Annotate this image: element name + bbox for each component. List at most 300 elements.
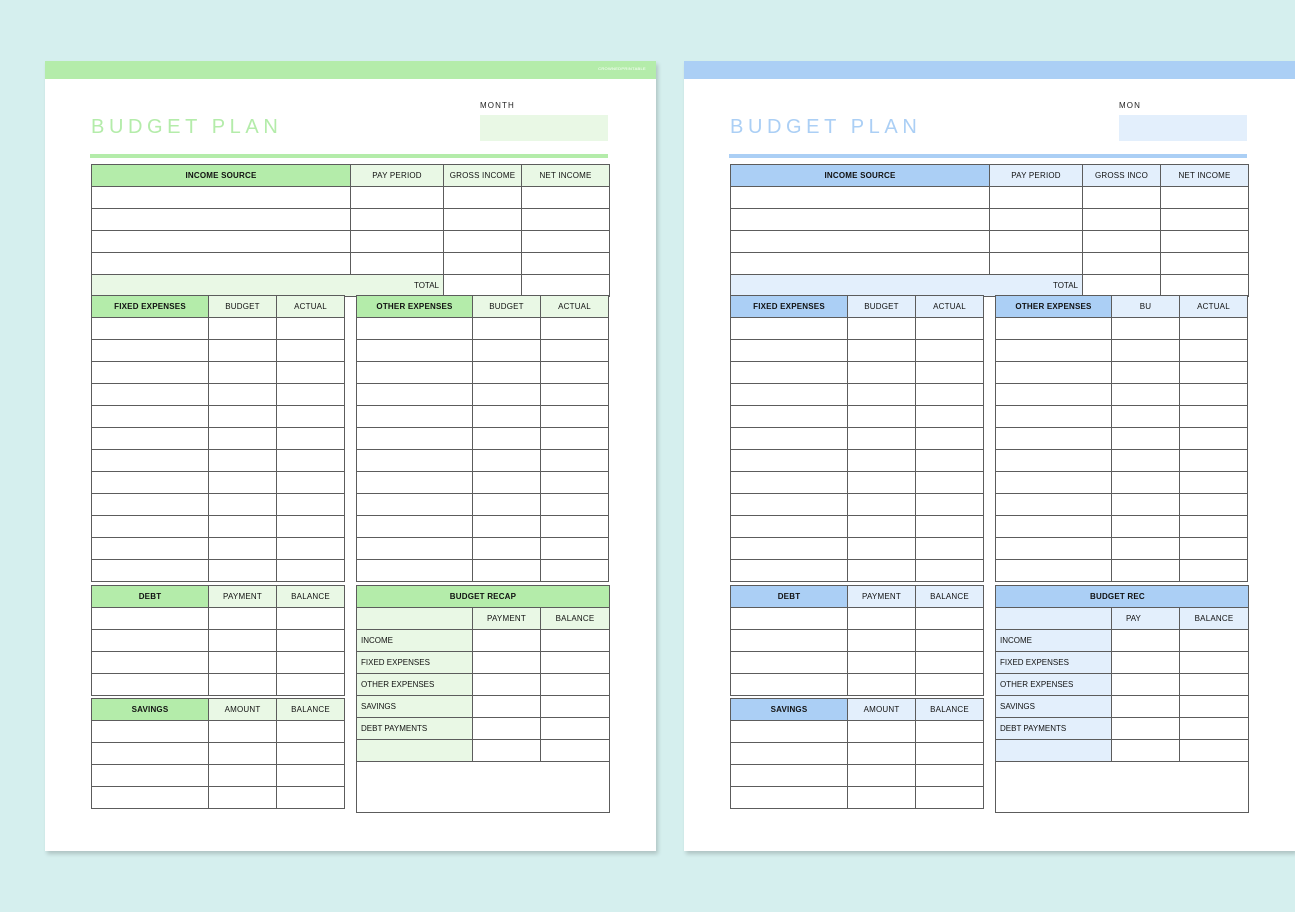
fixed-cell[interactable] (916, 516, 984, 538)
fixed-cell[interactable] (731, 450, 848, 472)
fixed-cell[interactable] (92, 340, 209, 362)
fixed-cell[interactable] (277, 516, 345, 538)
savings-cell[interactable] (209, 787, 277, 809)
recap-cell[interactable] (473, 652, 541, 674)
other-expense-row (357, 516, 609, 538)
income-cell[interactable] (444, 253, 522, 275)
savings-cell[interactable] (731, 743, 848, 765)
fixed-cell[interactable] (916, 428, 984, 450)
income-cell[interactable] (990, 209, 1083, 231)
debt-cell[interactable] (731, 608, 848, 630)
other-cell[interactable] (541, 362, 609, 384)
other-cell[interactable] (1112, 406, 1180, 428)
fixed-cell[interactable] (731, 340, 848, 362)
fixed-cell[interactable] (209, 516, 277, 538)
net-income-header: NET INCOME (1161, 165, 1249, 187)
other-cell[interactable] (541, 450, 609, 472)
month-field[interactable] (1119, 115, 1247, 141)
fixed-cell[interactable] (731, 472, 848, 494)
fixed-cell[interactable] (209, 560, 277, 582)
income-cell[interactable] (351, 253, 444, 275)
other-cell[interactable] (541, 384, 609, 406)
other-cell[interactable] (996, 494, 1112, 516)
brand-watermark: CROWNEDPRINTABLE (598, 66, 646, 71)
other-cell[interactable] (473, 384, 541, 406)
fixed-cell[interactable] (916, 450, 984, 472)
savings-cell[interactable] (277, 787, 345, 809)
income-cell[interactable] (731, 231, 990, 253)
recap-cell[interactable] (1112, 740, 1180, 762)
fixed-cell[interactable] (92, 384, 209, 406)
savings-cell[interactable] (92, 765, 209, 787)
recap-row (357, 696, 610, 718)
other-cell[interactable] (996, 450, 1112, 472)
debt-cell[interactable] (848, 652, 916, 674)
income-cell[interactable] (1161, 187, 1249, 209)
savings-cell[interactable] (92, 721, 209, 743)
other-cell[interactable] (473, 406, 541, 428)
fixed-expense-row (92, 340, 345, 362)
fixed-cell[interactable] (92, 494, 209, 516)
other-cell[interactable] (1112, 494, 1180, 516)
income-cell[interactable] (444, 209, 522, 231)
fixed-cell[interactable] (916, 560, 984, 582)
gross-total-cell[interactable] (444, 275, 522, 297)
other-cell[interactable] (1112, 362, 1180, 384)
savings-table (730, 698, 984, 809)
fixed-cell[interactable] (848, 318, 916, 340)
other-cell[interactable] (541, 406, 609, 428)
other-cell[interactable] (996, 340, 1112, 362)
savings-cell[interactable] (848, 721, 916, 743)
recap-row (357, 630, 610, 652)
other-cell[interactable] (541, 340, 609, 362)
other-cell[interactable] (357, 428, 473, 450)
other-cell[interactable] (473, 516, 541, 538)
recap-notes-area[interactable] (357, 762, 610, 813)
income-cell[interactable] (522, 253, 610, 275)
fixed-cell[interactable] (92, 560, 209, 582)
recap-cell[interactable] (473, 696, 541, 718)
fixed-cell[interactable] (277, 472, 345, 494)
fixed-cell[interactable] (731, 384, 848, 406)
fixed-cell[interactable] (209, 318, 277, 340)
recap-cell[interactable] (1112, 696, 1180, 718)
recap-cell[interactable] (1180, 630, 1249, 652)
other-cell[interactable] (357, 560, 473, 582)
recap-cell[interactable] (1112, 652, 1180, 674)
other-expense-row (996, 538, 1248, 560)
income-header-row (731, 165, 1249, 187)
other-cell[interactable] (473, 428, 541, 450)
fixed-cell[interactable] (731, 428, 848, 450)
other-cell[interactable] (1180, 538, 1248, 560)
other-cell[interactable] (357, 384, 473, 406)
other-expense-row (996, 362, 1248, 384)
other-expense-row (996, 516, 1248, 538)
recap-row-label: INCOME (996, 630, 1112, 652)
other-expense-row (357, 428, 609, 450)
fixed-cell[interactable] (277, 450, 345, 472)
fixed-cell[interactable] (848, 428, 916, 450)
fixed-cell[interactable] (848, 362, 916, 384)
other-cell[interactable] (1112, 516, 1180, 538)
fixed-cell[interactable] (916, 318, 984, 340)
savings-row (731, 765, 984, 787)
fixed-cell[interactable] (731, 494, 848, 516)
other-cell[interactable] (473, 472, 541, 494)
other-cell[interactable] (1112, 318, 1180, 340)
other-cell[interactable] (1112, 538, 1180, 560)
other-cell[interactable] (1180, 472, 1248, 494)
other-cell[interactable] (996, 472, 1112, 494)
savings-row (92, 721, 345, 743)
recap-cell[interactable] (1180, 674, 1249, 696)
recap-cell[interactable] (1180, 652, 1249, 674)
fixed-cell[interactable] (916, 494, 984, 516)
income-cell[interactable] (731, 253, 990, 275)
fixed-actual-header: ACTUAL (916, 296, 984, 318)
income-cell[interactable] (351, 209, 444, 231)
fixed-cell[interactable] (731, 560, 848, 582)
recap-cell[interactable] (1180, 696, 1249, 718)
other-cell[interactable] (473, 362, 541, 384)
debt-cell[interactable] (92, 652, 209, 674)
debt-cell[interactable] (848, 630, 916, 652)
debt-cell[interactable] (277, 630, 345, 652)
gross-total-cell[interactable] (1083, 275, 1161, 297)
fixed-expenses-table (730, 295, 984, 582)
fixed-expense-row (731, 406, 984, 428)
recap-cell[interactable] (473, 718, 541, 740)
other-cell[interactable] (541, 472, 609, 494)
fixed-cell[interactable] (731, 318, 848, 340)
other-cell[interactable] (473, 538, 541, 560)
recap-row-label: INCOME (357, 630, 473, 652)
other-expense-row (357, 362, 609, 384)
savings-row (92, 787, 345, 809)
other-cell[interactable] (1112, 472, 1180, 494)
savings-cell[interactable] (731, 787, 848, 809)
other-cell[interactable] (357, 538, 473, 560)
income-cell[interactable] (1161, 253, 1249, 275)
fixed-cell[interactable] (848, 450, 916, 472)
fixed-cell[interactable] (848, 516, 916, 538)
fixed-cell[interactable] (209, 428, 277, 450)
fixed-cell[interactable] (848, 560, 916, 582)
income-cell[interactable] (92, 187, 351, 209)
income-cell[interactable] (990, 187, 1083, 209)
debt-cell[interactable] (92, 674, 209, 696)
recap-cell[interactable] (1112, 674, 1180, 696)
other-cell[interactable] (1180, 494, 1248, 516)
income-cell[interactable] (990, 231, 1083, 253)
fixed-cell[interactable] (916, 340, 984, 362)
savings-cell[interactable] (209, 743, 277, 765)
income-cell[interactable] (731, 187, 990, 209)
fixed-expense-row (92, 494, 345, 516)
savings-cell[interactable] (916, 743, 984, 765)
other-cell[interactable] (541, 560, 609, 582)
income-cell[interactable] (444, 231, 522, 253)
income-cell[interactable] (522, 187, 610, 209)
savings-cell[interactable] (916, 721, 984, 743)
fixed-cell[interactable] (277, 538, 345, 560)
income-cell[interactable] (351, 187, 444, 209)
recap-cell[interactable] (1180, 718, 1249, 740)
recap-cell[interactable] (473, 674, 541, 696)
savings-cell[interactable] (916, 787, 984, 809)
debt-cell[interactable] (731, 630, 848, 652)
other-cell[interactable] (996, 538, 1112, 560)
savings-cell[interactable] (848, 787, 916, 809)
recap-payment-header: PAY (1112, 608, 1180, 630)
recap-cell[interactable] (473, 630, 541, 652)
debt-cell[interactable] (916, 630, 984, 652)
recap-cell[interactable] (1180, 740, 1249, 762)
savings-cell[interactable] (848, 743, 916, 765)
income-cell[interactable] (1083, 231, 1161, 253)
debt-cell[interactable] (209, 652, 277, 674)
savings-cell[interactable] (731, 721, 848, 743)
fixed-cell[interactable] (277, 384, 345, 406)
fixed-cell[interactable] (277, 560, 345, 582)
budget-recap-table (356, 585, 610, 813)
fixed-budget-header: BUDGET (848, 296, 916, 318)
other-cell[interactable] (473, 340, 541, 362)
fixed-cell[interactable] (92, 472, 209, 494)
income-cell[interactable] (351, 231, 444, 253)
fixed-cell[interactable] (209, 450, 277, 472)
savings-cell[interactable] (92, 787, 209, 809)
fixed-expense-row (92, 428, 345, 450)
savings-cell[interactable] (848, 765, 916, 787)
recap-cell[interactable] (541, 674, 610, 696)
debt-cell[interactable] (209, 674, 277, 696)
debt-cell[interactable] (277, 674, 345, 696)
income-header-row (92, 165, 610, 187)
income-cell[interactable] (444, 187, 522, 209)
other-cell[interactable] (1180, 406, 1248, 428)
other-cell[interactable] (357, 318, 473, 340)
recap-balance-header: BALANCE (541, 608, 610, 630)
income-cell[interactable] (92, 209, 351, 231)
fixed-cell[interactable] (277, 428, 345, 450)
other-expense-row (996, 340, 1248, 362)
other-cell[interactable] (357, 406, 473, 428)
other-cell[interactable] (1112, 560, 1180, 582)
fixed-cell[interactable] (848, 384, 916, 406)
other-header-row (357, 296, 609, 318)
income-cell[interactable] (92, 253, 351, 275)
recap-payment-header: PAYMENT (473, 608, 541, 630)
recap-row (996, 674, 1249, 696)
fixed-cell[interactable] (209, 494, 277, 516)
fixed-cell[interactable] (209, 340, 277, 362)
savings-cell[interactable] (277, 721, 345, 743)
fixed-cell[interactable] (92, 516, 209, 538)
other-cell[interactable] (996, 516, 1112, 538)
debt-cell[interactable] (916, 652, 984, 674)
fixed-cell[interactable] (209, 472, 277, 494)
other-cell[interactable] (541, 428, 609, 450)
other-cell[interactable] (1180, 516, 1248, 538)
other-cell[interactable] (357, 494, 473, 516)
fixed-cell[interactable] (848, 472, 916, 494)
other-cell[interactable] (996, 318, 1112, 340)
fixed-cell[interactable] (277, 494, 345, 516)
other-cell[interactable] (1112, 340, 1180, 362)
fixed-expense-row (731, 472, 984, 494)
other-cell[interactable] (357, 362, 473, 384)
recap-cell[interactable] (473, 740, 541, 762)
other-cell[interactable] (357, 472, 473, 494)
recap-cell[interactable] (541, 652, 610, 674)
other-cell[interactable] (1180, 450, 1248, 472)
other-cell[interactable] (357, 516, 473, 538)
other-cell[interactable] (996, 560, 1112, 582)
fixed-cell[interactable] (277, 340, 345, 362)
recap-row (996, 718, 1249, 740)
other-cell[interactable] (996, 362, 1112, 384)
savings-cell[interactable] (916, 765, 984, 787)
fixed-cell[interactable] (209, 538, 277, 560)
recap-cell[interactable] (541, 740, 610, 762)
savings-cell[interactable] (731, 765, 848, 787)
fixed-cell[interactable] (277, 406, 345, 428)
income-cell[interactable] (731, 209, 990, 231)
fixed-cell[interactable] (848, 538, 916, 560)
net-total-cell[interactable] (1161, 275, 1249, 297)
fixed-actual-header: ACTUAL (277, 296, 345, 318)
debt-cell[interactable] (848, 674, 916, 696)
fixed-expense-row (731, 560, 984, 582)
savings-cell[interactable] (209, 765, 277, 787)
other-cell[interactable] (473, 318, 541, 340)
fixed-cell[interactable] (209, 362, 277, 384)
net-income-header: NET INCOME (522, 165, 610, 187)
fixed-cell[interactable] (92, 362, 209, 384)
other-cell[interactable] (473, 450, 541, 472)
other-cell[interactable] (541, 318, 609, 340)
other-cell[interactable] (1180, 560, 1248, 582)
debt-cell[interactable] (848, 608, 916, 630)
fixed-cell[interactable] (848, 340, 916, 362)
income-cell[interactable] (1161, 209, 1249, 231)
other-cell[interactable] (541, 494, 609, 516)
fixed-cell[interactable] (92, 428, 209, 450)
fixed-cell[interactable] (92, 450, 209, 472)
other-cell[interactable] (1112, 428, 1180, 450)
other-cell[interactable] (1112, 384, 1180, 406)
fixed-cell[interactable] (916, 538, 984, 560)
income-cell[interactable] (1083, 209, 1161, 231)
debt-cell[interactable] (277, 652, 345, 674)
income-cell[interactable] (1161, 231, 1249, 253)
fixed-cell[interactable] (209, 406, 277, 428)
debt-cell[interactable] (731, 652, 848, 674)
other-cell[interactable] (473, 494, 541, 516)
month-field[interactable] (480, 115, 608, 141)
income-cell[interactable] (522, 209, 610, 231)
debt-cell[interactable] (209, 630, 277, 652)
fixed-cell[interactable] (92, 538, 209, 560)
fixed-cell[interactable] (731, 516, 848, 538)
fixed-header-row (92, 296, 345, 318)
other-cell[interactable] (1180, 384, 1248, 406)
net-total-cell[interactable] (522, 275, 610, 297)
other-cell[interactable] (1180, 340, 1248, 362)
fixed-cell[interactable] (209, 384, 277, 406)
recap-cell[interactable] (1112, 630, 1180, 652)
debt-cell[interactable] (916, 608, 984, 630)
other-cell[interactable] (473, 560, 541, 582)
fixed-cell[interactable] (916, 384, 984, 406)
other-cell[interactable] (996, 428, 1112, 450)
savings-cell[interactable] (92, 743, 209, 765)
fixed-cell[interactable] (731, 406, 848, 428)
debt-payment-header: PAYMENT (209, 586, 277, 608)
recap-notes-area[interactable] (996, 762, 1249, 813)
income-cell[interactable] (522, 231, 610, 253)
fixed-cell[interactable] (916, 362, 984, 384)
other-cell[interactable] (1180, 428, 1248, 450)
fixed-cell[interactable] (277, 318, 345, 340)
income-cell[interactable] (1083, 253, 1161, 275)
fixed-cell[interactable] (848, 494, 916, 516)
debt-cell[interactable] (916, 674, 984, 696)
debt-cell[interactable] (209, 608, 277, 630)
fixed-cell[interactable] (916, 406, 984, 428)
income-row (92, 253, 610, 275)
debt-cell[interactable] (92, 630, 209, 652)
income-cell[interactable] (990, 253, 1083, 275)
fixed-cell[interactable] (92, 318, 209, 340)
recap-cell[interactable] (541, 630, 610, 652)
fixed-cell[interactable] (916, 472, 984, 494)
other-cell[interactable] (357, 450, 473, 472)
debt-cell[interactable] (731, 674, 848, 696)
other-cell[interactable] (1180, 318, 1248, 340)
fixed-cell[interactable] (731, 362, 848, 384)
other-cell[interactable] (1112, 450, 1180, 472)
fixed-cell[interactable] (848, 406, 916, 428)
debt-cell[interactable] (92, 608, 209, 630)
other-cell[interactable] (996, 384, 1112, 406)
recap-balance-header: BALANCE (1180, 608, 1249, 630)
fixed-cell[interactable] (731, 538, 848, 560)
savings-cell[interactable] (209, 721, 277, 743)
other-cell[interactable] (541, 538, 609, 560)
income-cell[interactable] (92, 231, 351, 253)
income-cell[interactable] (1083, 187, 1161, 209)
fixed-cell[interactable] (277, 362, 345, 384)
savings-cell[interactable] (277, 765, 345, 787)
other-cell[interactable] (541, 516, 609, 538)
other-cell[interactable] (357, 340, 473, 362)
debt-row (731, 630, 984, 652)
other-expense-row (357, 472, 609, 494)
recap-row (357, 652, 610, 674)
other-cell[interactable] (996, 406, 1112, 428)
debt-cell[interactable] (277, 608, 345, 630)
recap-cell[interactable] (541, 718, 610, 740)
fixed-cell[interactable] (92, 406, 209, 428)
savings-cell[interactable] (277, 743, 345, 765)
recap-cell[interactable] (1112, 718, 1180, 740)
recap-cell[interactable] (541, 696, 610, 718)
other-cell[interactable] (1180, 362, 1248, 384)
